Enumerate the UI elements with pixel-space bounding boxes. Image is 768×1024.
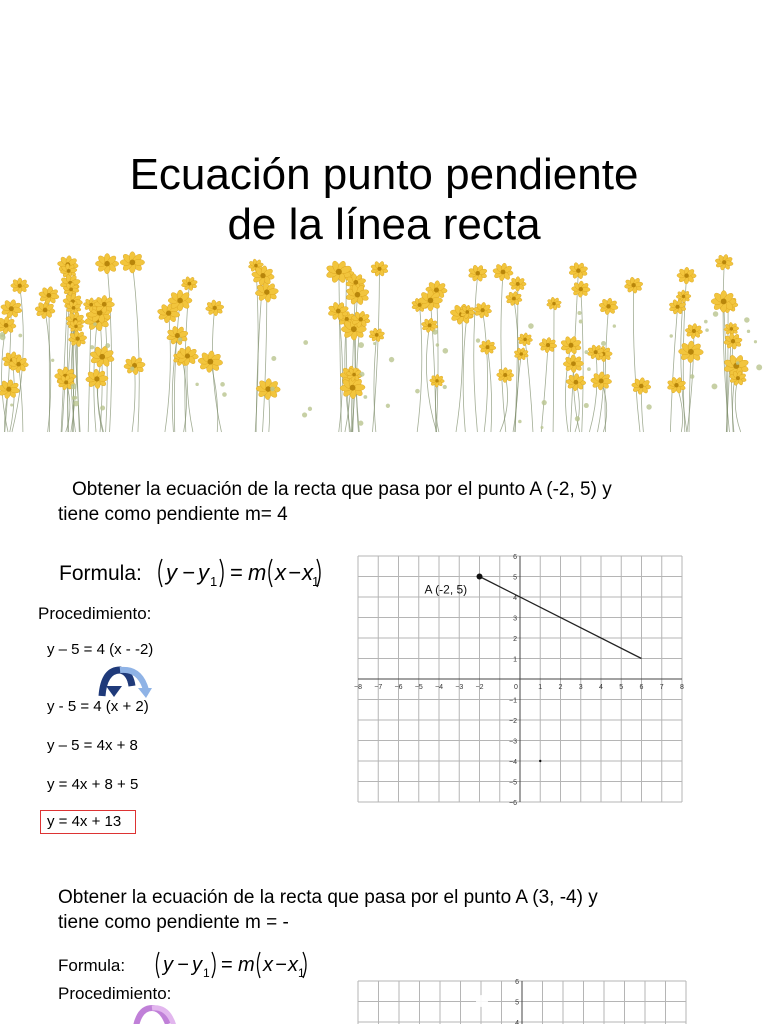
bud [105, 343, 110, 348]
bud [613, 324, 616, 327]
bud [754, 340, 757, 343]
x-tick-label: 5 [619, 684, 624, 691]
flower [38, 286, 59, 304]
flower [124, 356, 146, 375]
bud [302, 412, 307, 417]
flower [509, 277, 526, 292]
point-a-label: A (-2, 5) [424, 582, 468, 597]
svg-text:x: x [302, 560, 313, 585]
page-title [0, 150, 768, 250]
x-tick-label: 8 [680, 684, 684, 691]
y-tick-label: 1 [513, 656, 517, 664]
bud [73, 401, 79, 407]
title-line-2: de la línea recta [227, 200, 541, 249]
y-tick-label: 2 [513, 636, 517, 643]
bud [646, 404, 651, 409]
y-tick-label: 5 [515, 999, 519, 1007]
x-tick-label: 6 [639, 684, 644, 691]
bud [584, 350, 588, 354]
y-tick-label: 3 [513, 615, 517, 623]
flower [369, 328, 385, 342]
bud [601, 341, 606, 346]
flower [430, 374, 445, 387]
problem-1-line-2: tiene como pendiente m= 4 [58, 504, 288, 525]
bud [518, 420, 522, 424]
bud [373, 342, 376, 345]
y-tick-label: −1 [509, 697, 517, 705]
x-tick-label: −3 [455, 684, 464, 691]
svg-text:1: 1 [312, 574, 320, 589]
problem-1-line-1: Obtener la ecuación de la recta que pasa por el punto A (-2, 5) y [72, 479, 612, 500]
y-tick-label: 5 [513, 574, 517, 582]
y-tick-label: −6 [509, 800, 517, 807]
svg-text:1: 1 [210, 574, 218, 589]
title-line-1: Ecuación punto pendiente [129, 150, 639, 199]
svg-text:−: − [288, 560, 301, 585]
flowers-banner-illustration [0, 250, 768, 435]
flower [711, 290, 736, 312]
flower [571, 281, 590, 298]
flower [205, 300, 224, 316]
bud [51, 359, 54, 362]
bud [443, 348, 449, 354]
flower [176, 346, 198, 366]
step-3: y – 5 = 4x + 8 [47, 737, 138, 754]
point-slope-formula-image-2 [152, 949, 312, 981]
bud [271, 356, 276, 361]
y-tick-label: −4 [509, 759, 517, 766]
bud [178, 338, 182, 342]
x-tick-label: −5 [414, 684, 423, 691]
coordinate-graph-2 [355, 978, 695, 1024]
bud [0, 334, 6, 340]
step-4: y = 4x + 8 + 5 [47, 776, 139, 793]
flower [715, 254, 734, 271]
x-tick-label: −2 [475, 684, 484, 691]
flower [546, 297, 561, 310]
x-tick-label: −4 [435, 684, 443, 691]
bud [303, 340, 308, 345]
bud [415, 389, 420, 394]
bud [71, 383, 77, 389]
bud [540, 426, 543, 429]
formula-label: Formula: [59, 562, 142, 585]
y-tick-label: 6 [515, 979, 519, 986]
problem-2-line-1: Obtener la ecuación de la recta que pasa por el punto A (3, -4) y [58, 887, 598, 908]
bud [575, 416, 580, 421]
procedure-label-2: Procedimiento: [58, 984, 172, 1003]
x-tick-label: 3 [578, 684, 583, 691]
flower [685, 323, 703, 339]
bud [443, 385, 447, 389]
curved-arrows-icon-2 [128, 1004, 188, 1024]
y-tick-label: −2 [509, 718, 517, 725]
bud [386, 404, 390, 408]
svg-text:−: − [182, 560, 195, 585]
svg-text:x: x [263, 954, 273, 976]
flower [120, 252, 145, 273]
svg-text:m: m [248, 560, 267, 585]
bud [432, 329, 438, 335]
bud [747, 330, 750, 333]
flower [198, 351, 223, 373]
flower [569, 262, 589, 279]
formula-label-2: Formula: [58, 956, 126, 975]
flower [539, 337, 557, 353]
bud [93, 322, 97, 326]
bud [584, 403, 589, 408]
flower [0, 299, 22, 318]
flower [624, 277, 643, 294]
flower [0, 379, 20, 399]
svg-text:−: − [275, 954, 287, 976]
x-tick-label: 0 [514, 684, 518, 691]
flower [517, 333, 532, 346]
x-tick-label: −8 [354, 684, 362, 691]
bud [222, 392, 227, 397]
flower [468, 264, 488, 281]
procedure-label: Procedimiento: [38, 604, 152, 623]
bud [736, 361, 740, 365]
bud [308, 407, 312, 411]
step-1: y – 5 = 4 (x - -2) [47, 641, 154, 658]
svg-text:=: = [230, 560, 243, 585]
point-slope-formula-image [154, 555, 324, 591]
svg-text:=: = [221, 954, 233, 976]
problem-2-statement [58, 885, 718, 935]
flower [0, 316, 16, 334]
svg-text:x: x [288, 954, 298, 976]
svg-text:y: y [166, 560, 177, 585]
bud [756, 364, 762, 370]
coordinate-graph [355, 553, 685, 805]
flower [493, 263, 514, 281]
bud [360, 372, 365, 377]
flower [11, 278, 29, 294]
bud [73, 396, 77, 400]
flower [181, 276, 198, 291]
svg-text:y: y [192, 954, 202, 976]
svg-text:y: y [163, 954, 173, 976]
x-tick-label: 2 [558, 684, 563, 691]
bud [705, 328, 709, 332]
bud [577, 311, 581, 315]
svg-text:1: 1 [203, 966, 210, 980]
bud [711, 384, 717, 390]
bud [704, 320, 708, 324]
svg-text:y: y [198, 560, 209, 585]
bud [690, 374, 695, 379]
bud [195, 383, 198, 386]
flower-heads [0, 252, 749, 400]
y-tick-label: 4 [515, 1020, 519, 1024]
x-tick-label: 7 [659, 684, 664, 691]
svg-text:x: x [275, 560, 286, 585]
flower [94, 295, 115, 313]
flower [631, 377, 651, 394]
flower [677, 267, 696, 284]
bud [100, 405, 105, 410]
bud [579, 320, 583, 324]
bud [542, 400, 547, 405]
flower [473, 302, 491, 318]
flower [479, 340, 496, 355]
flower [591, 372, 612, 391]
bud [670, 334, 673, 337]
bud [587, 367, 591, 371]
flower [678, 341, 703, 363]
bud [358, 342, 364, 348]
y-tick-label: 4 [513, 595, 517, 602]
bud [10, 403, 13, 406]
x-tick-label: 4 [599, 684, 603, 691]
svg-text:−: − [177, 954, 189, 976]
flower [497, 367, 514, 382]
bud [476, 338, 480, 342]
bud [130, 367, 134, 371]
flower [599, 298, 619, 315]
bud [358, 421, 363, 426]
problem-2-line-2: tiene como pendiente m = - [58, 912, 289, 933]
point-a-marker [477, 574, 483, 580]
flower [560, 336, 582, 355]
svg-text:1: 1 [298, 966, 305, 980]
bud [220, 382, 225, 387]
y-tick-label: −5 [509, 779, 517, 787]
bud [436, 343, 439, 346]
bud [744, 317, 749, 322]
answer-box: y = 4x + 13 [40, 810, 136, 834]
x-tick-label: 1 [538, 684, 543, 691]
flower [345, 284, 369, 306]
flower [95, 253, 118, 273]
bud [528, 323, 534, 329]
flower [256, 378, 280, 399]
flower [35, 301, 56, 319]
point-marker [476, 995, 488, 1007]
x-tick-label: −7 [374, 684, 383, 691]
y-tick-label: −3 [509, 738, 517, 746]
svg-text:m: m [238, 954, 255, 976]
flower [505, 291, 522, 306]
curved-arrows-icon [96, 664, 154, 700]
bud [363, 395, 367, 399]
flower [168, 290, 192, 311]
bud [389, 357, 394, 362]
bud [90, 345, 94, 349]
bud [270, 387, 275, 392]
flower [418, 290, 442, 311]
step-2: y - 5 = 4 (x + 2) [47, 698, 149, 715]
bud [18, 334, 22, 338]
problem-1-statement [58, 477, 718, 527]
flower [563, 355, 584, 373]
y-tick-label: 6 [513, 554, 517, 561]
point-marker [539, 760, 541, 762]
x-tick-label: −6 [394, 684, 403, 691]
bud [713, 311, 718, 316]
flower [255, 282, 279, 303]
flower [724, 333, 743, 350]
